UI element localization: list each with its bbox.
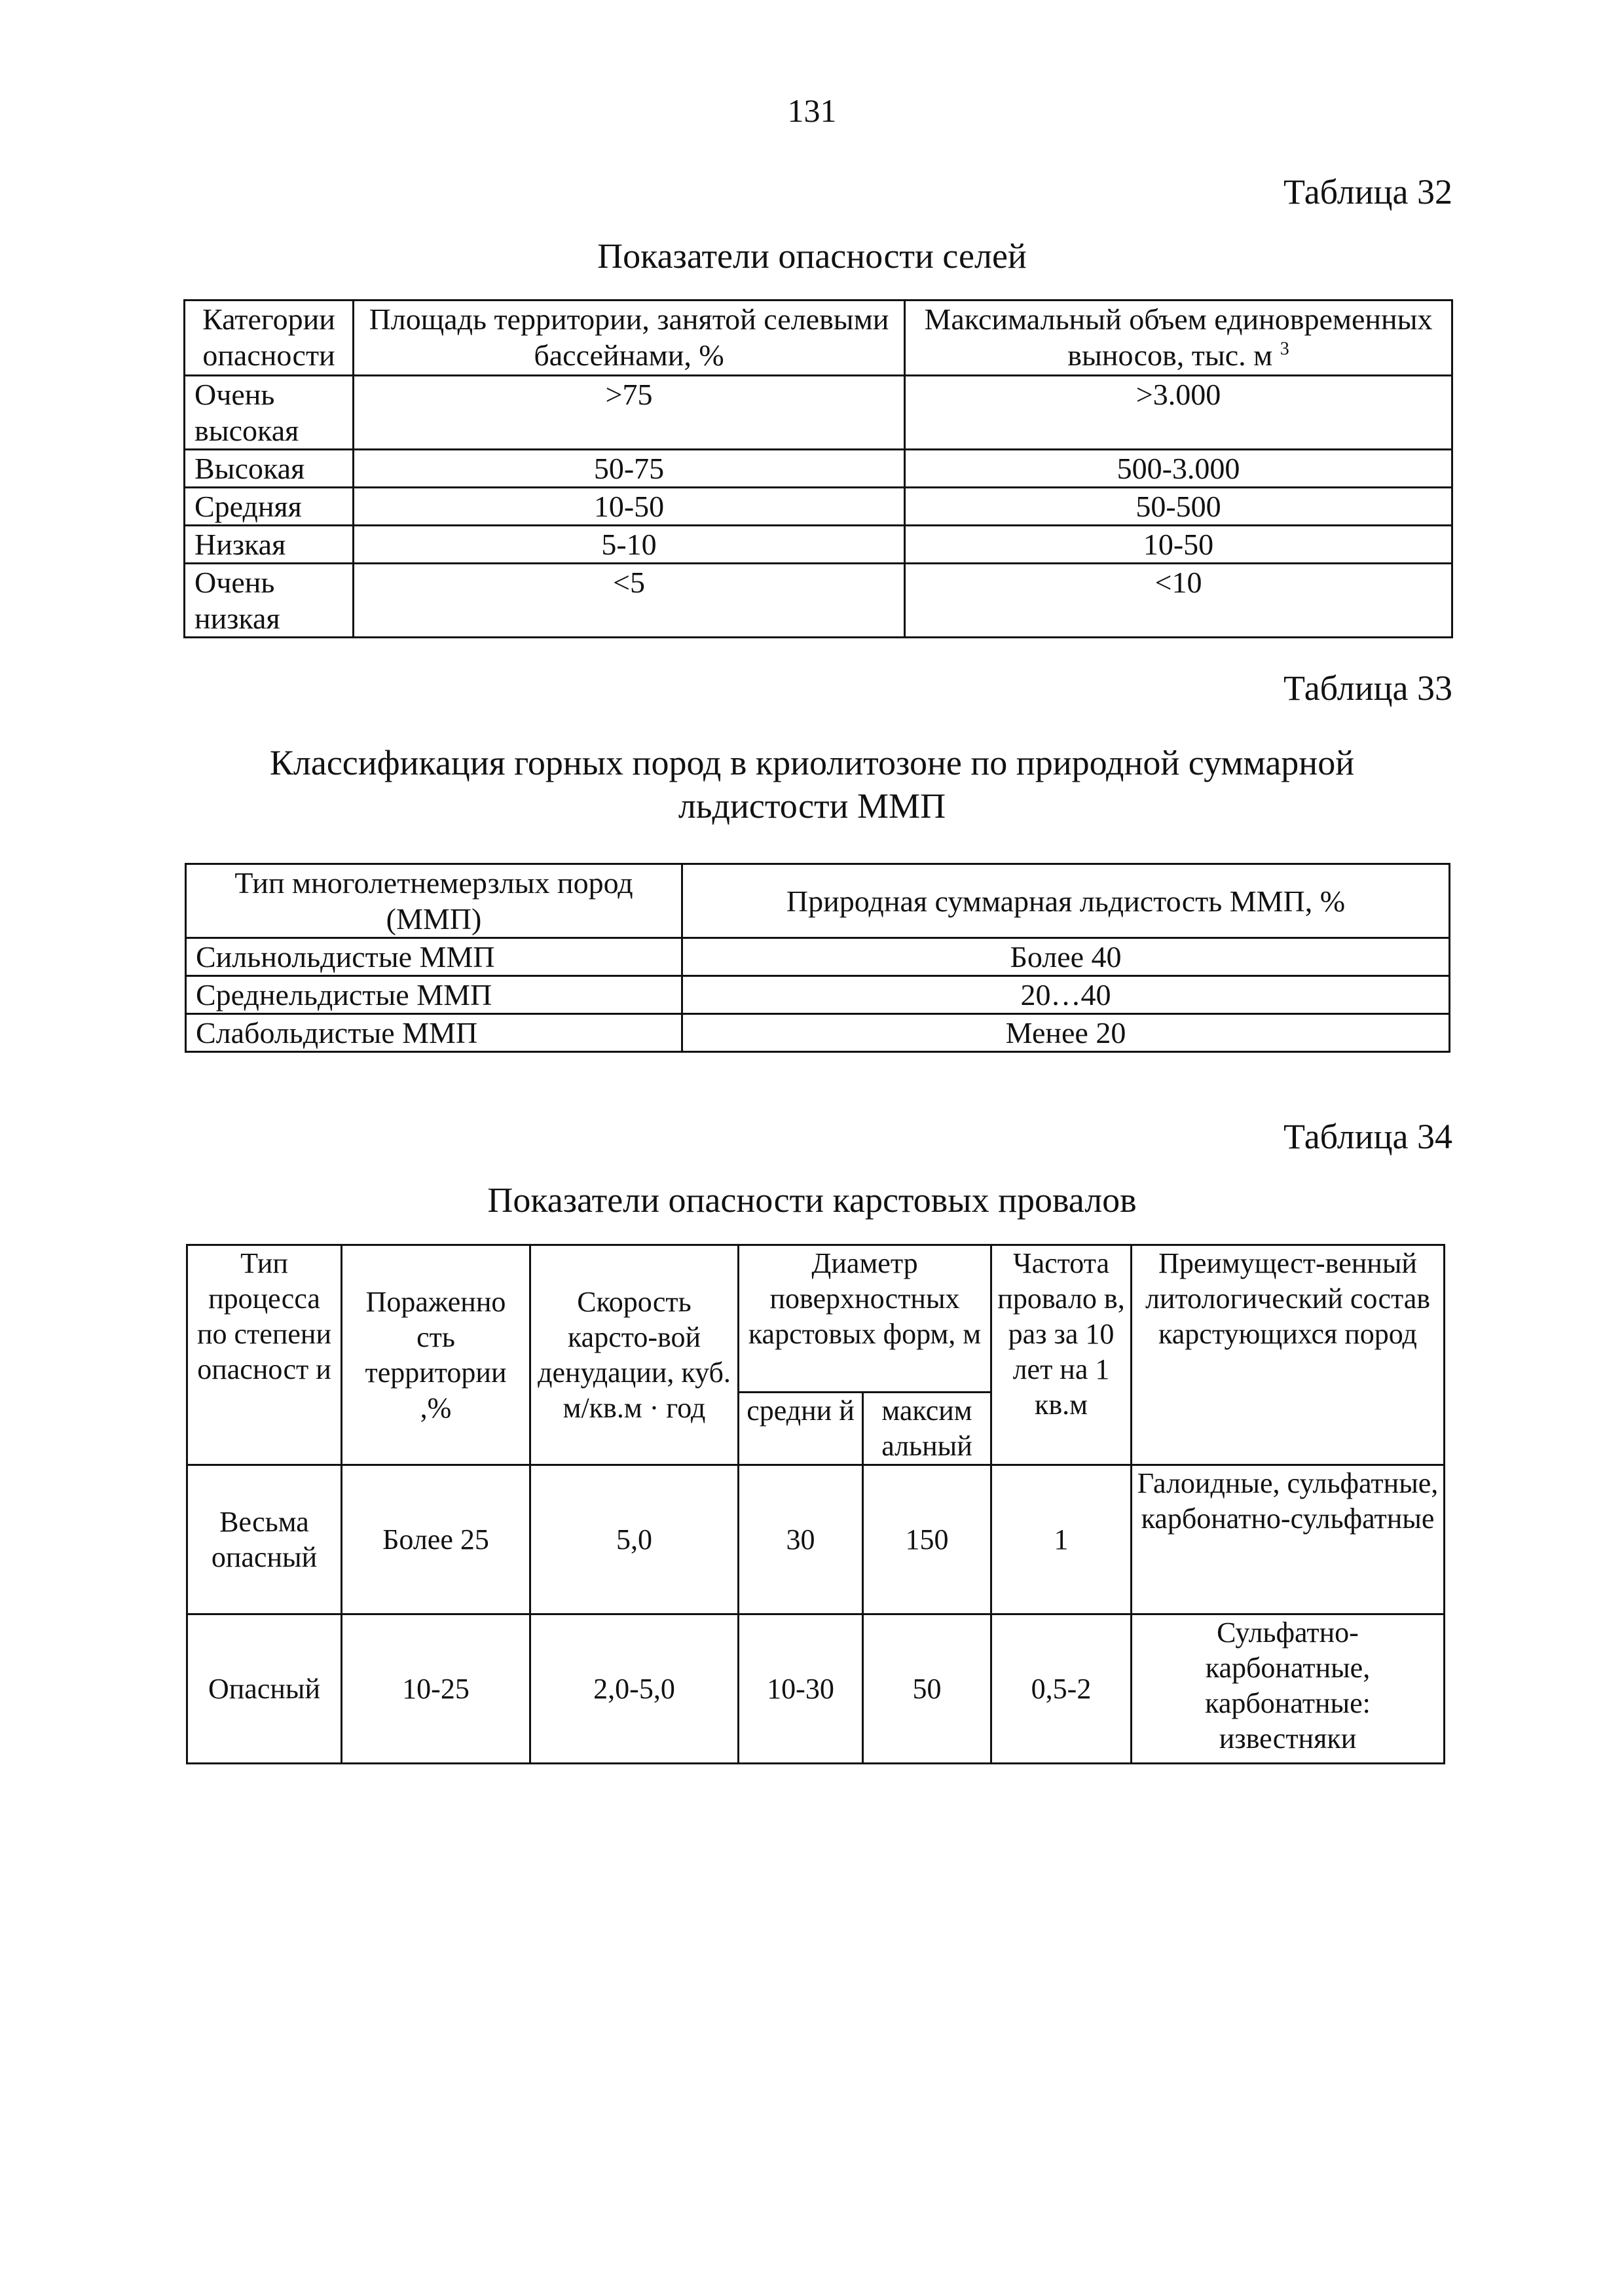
header-volume-sup: 3 bbox=[1280, 338, 1289, 359]
header-frequency: Частота провало в, раз за 10 лет на 1 кв.м bbox=[991, 1245, 1132, 1465]
cell-area: <5 bbox=[354, 564, 905, 638]
table-header-row bbox=[185, 301, 1452, 376]
table-row bbox=[185, 376, 1452, 450]
table-row bbox=[186, 976, 1450, 1014]
table-header-row bbox=[187, 1245, 1445, 1393]
table-row bbox=[187, 1614, 1445, 1764]
cell-affected: 10-25 bbox=[342, 1614, 530, 1764]
cell-speed: 2,0-5,0 bbox=[530, 1614, 739, 1764]
cell-avg: 10-30 bbox=[739, 1614, 863, 1764]
table-33 bbox=[185, 863, 1450, 1053]
table-row bbox=[185, 564, 1452, 638]
table-33-label: Таблица 33 bbox=[1283, 668, 1452, 708]
table-row bbox=[187, 1465, 1445, 1614]
header-ice: Природная суммарная льдистость ММП, % bbox=[682, 864, 1450, 938]
table-33-title: Классификация горных пород в криолитозоне по природной суммарной льдистости ММП bbox=[269, 743, 1355, 826]
cell-area: >75 bbox=[354, 376, 905, 450]
cell-max: 50 bbox=[863, 1614, 991, 1764]
cell-type: Весьма опасный bbox=[187, 1465, 342, 1614]
cell-volume: 500-3.000 bbox=[905, 450, 1452, 488]
table-32-title: Показатели опасности селей bbox=[597, 236, 1027, 276]
header-type: Тип многолетнемерзлых пород (ММП) bbox=[186, 864, 682, 938]
header-diameter: Диаметр поверхностных карстовых форм, м bbox=[739, 1245, 991, 1393]
cell-type: Опасный bbox=[187, 1614, 342, 1764]
cell-max: 150 bbox=[863, 1465, 991, 1614]
table-34 bbox=[186, 1244, 1445, 1764]
header-diameter-max: максим альный bbox=[863, 1393, 991, 1465]
cell-type: Сильнольдистые ММП bbox=[186, 938, 682, 976]
cell-speed: 5,0 bbox=[530, 1465, 739, 1614]
cell-category: Низкая bbox=[185, 526, 354, 564]
table-row bbox=[185, 488, 1452, 526]
header-affected: Пораженно сть территории ,% bbox=[342, 1245, 530, 1465]
cell-lithology: Сульфатно-карбонатные, карбонатные: известняки bbox=[1132, 1614, 1445, 1764]
header-volume bbox=[905, 301, 1452, 376]
cell-category: Высокая bbox=[185, 450, 354, 488]
cell-affected: Более 25 bbox=[342, 1465, 530, 1614]
table-32-label: Таблица 32 bbox=[1283, 172, 1452, 211]
cell-lithology: Галоидные, сульфатные, карбонатно-сульфатные bbox=[1132, 1465, 1445, 1614]
cell-volume: 10-50 bbox=[905, 526, 1452, 564]
cell-area: 10-50 bbox=[354, 488, 905, 526]
cell-ice: Более 40 bbox=[682, 938, 1450, 976]
cell-type: Среднельдистые ММП bbox=[186, 976, 682, 1014]
cell-area: 50-75 bbox=[354, 450, 905, 488]
cell-area: 5-10 bbox=[354, 526, 905, 564]
header-speed: Скорость карсто-вой денудации, куб. м/кв.м · год bbox=[530, 1245, 739, 1465]
table-34-label: Таблица 34 bbox=[1283, 1117, 1452, 1156]
cell-volume: <10 bbox=[905, 564, 1452, 638]
page-number: 131 bbox=[787, 92, 837, 129]
table-header-row bbox=[186, 864, 1450, 938]
cell-type: Слабольдистые ММП bbox=[186, 1014, 682, 1052]
header-area: Площадь территории, занятой селевыми бассейнами, % bbox=[354, 301, 905, 376]
header-lithology: Преимущест-венный литологический состав карстующихся пород bbox=[1132, 1245, 1445, 1465]
table-row bbox=[186, 938, 1450, 976]
cell-volume: 50-500 bbox=[905, 488, 1452, 526]
header-diameter-avg: средни й bbox=[739, 1393, 863, 1465]
table-34-title: Показатели опасности карстовых провалов bbox=[487, 1180, 1137, 1220]
header-category: Категории опасности bbox=[185, 301, 354, 376]
cell-category: Очень низкая bbox=[185, 564, 354, 638]
cell-category: Очень высокая bbox=[185, 376, 354, 450]
table-row bbox=[185, 526, 1452, 564]
header-type: Тип процесса по степени опасност и bbox=[187, 1245, 342, 1465]
table-32 bbox=[183, 299, 1453, 638]
cell-frequency: 1 bbox=[991, 1465, 1132, 1614]
cell-frequency: 0,5-2 bbox=[991, 1614, 1132, 1764]
table-row bbox=[186, 1014, 1450, 1052]
cell-avg: 30 bbox=[739, 1465, 863, 1614]
cell-ice: Менее 20 bbox=[682, 1014, 1450, 1052]
table-row bbox=[185, 450, 1452, 488]
cell-category: Средняя bbox=[185, 488, 354, 526]
cell-volume: >3.000 bbox=[905, 376, 1452, 450]
header-volume-text: Максимальный объем единовременных выносов, тыс. м bbox=[924, 302, 1433, 372]
cell-ice: 20…40 bbox=[682, 976, 1450, 1014]
